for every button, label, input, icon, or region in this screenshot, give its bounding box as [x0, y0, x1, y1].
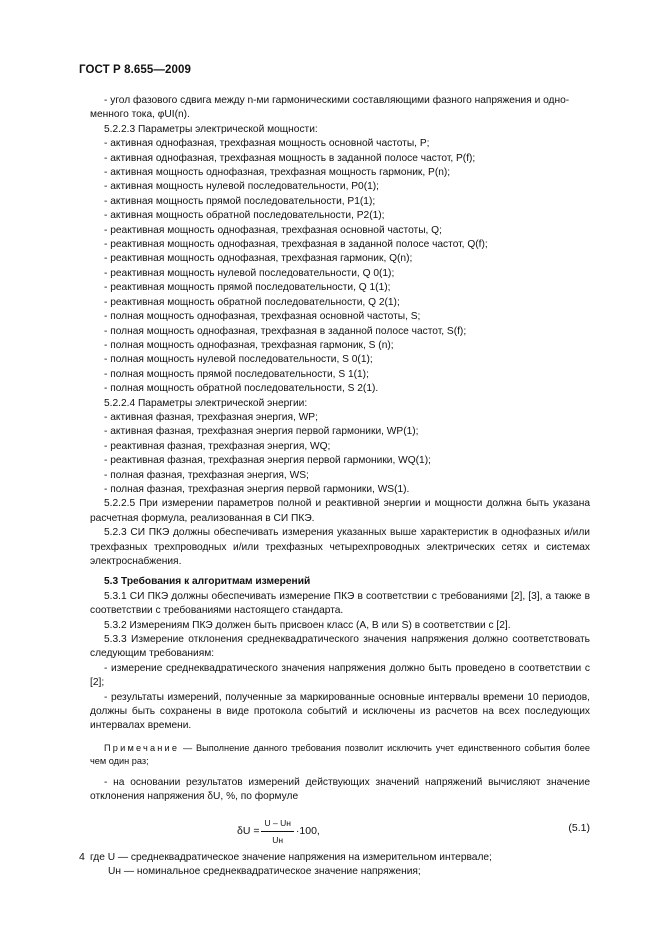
list-item: - активная мощность нулевой последовательности, P0(1); — [104, 181, 379, 193]
paragraph: 5.3.3 Измерение отклонения среднеквадратического значения напряжения должно соответствовать следующим требованиям: — [90, 634, 590, 660]
list-item: - активная мощность прямой последовательности, P1(1); — [104, 195, 376, 207]
list-item: - реактивная фазная, трехфазная энергия первой гармоники, WQ(1); — [104, 455, 431, 467]
list-item: - активная однофазная, трехфазная мощность основной частоты, P; — [104, 138, 430, 150]
document-header: ГОСТ Р 8.655—2009 — [79, 64, 191, 76]
list-item: - реактивная мощность нулевой последовательности, Q 0(1); — [104, 267, 395, 279]
paragraph: 5.3.1 СИ ПКЭ должны обеспечивать измерение ПКЭ в соответствии с требованиями [2], [3], а также в соответствии с требованиями настоящего стандарта. — [90, 590, 590, 617]
list-item: - реактивная мощность обратной последовательности, Q 2(1); — [104, 296, 400, 308]
paragraph: 5.3.2 Измерениям ПКЭ должен быть присвоен класс (А, В или S) в соответствии с [2]. — [104, 619, 511, 631]
list-item: - полная мощность однофазная, трехфазная основной частоты, S; — [104, 311, 421, 323]
formula-fraction — [261, 816, 293, 848]
list-item: - полная мощность прямой последовательности, S 1(1); — [104, 368, 369, 380]
subsection-heading: 5.2.2.3 Параметры электрической мощности: — [104, 123, 318, 135]
list-item: - полная мощность однофазная, трехфазная гармоник, S (n); — [104, 339, 394, 351]
list-item: - полная мощность однофазная, трехфазная в заданной полосе частот, S(f); — [104, 325, 467, 337]
formula-denominator: Uн — [272, 835, 284, 846]
subsection-heading: 5.2.2.4 Параметры электрической энергии: — [104, 397, 308, 409]
text-line: - угол фазового сдвига между n-ми гармоническими составляющими фазного напряжения и одно- — [104, 95, 570, 106]
paragraph: - результаты измерений, полученные за маркированные основные интервалы времени 10 периодов, должны быть сохранены в виде протокола событий и исключены из расчетов на всех последующих интервалах времени. — [90, 691, 590, 732]
formula-expression — [237, 816, 320, 848]
list-item: - активная мощность однофазная, трехфазная мощность гармоник, P(n); — [104, 167, 451, 179]
paragraph: - на основании результатов измерений действующих значений напряжений вычисляют значение отклонения напряжения δU, %, по формуле — [90, 776, 590, 803]
list-item: - активная фазная, трехфазная энергия первой гармоники, WP(1); — [104, 426, 419, 438]
page-number: 4 — [79, 851, 85, 863]
section-heading: 5.3 Требования к алгоритмам измерений — [104, 576, 311, 588]
note — [90, 742, 590, 768]
where-line: где U — среднеквадратическое значение напряжения на измерительном интервале; — [90, 851, 492, 863]
list-item: - активная однофазная, трехфазная мощность в заданной полосе частот, P(f); — [104, 152, 476, 164]
note-text: — Выполнение данного требования позволит исключить учет единственного события более чем один раз; — [90, 742, 590, 766]
paragraph: 5.2.3 СИ ПКЭ должны обеспечивать измерения указанных выше характеристик в однофазных и/или трехфазных трехпроводных и/или трехфазных четырехпроводных электрических сетях и системах электроснабжения. — [90, 527, 590, 567]
list-item: - полная фазная, трехфазная энергия первой гармоники, WS(1). — [104, 483, 410, 495]
formula-rhs: ·100, — [295, 825, 320, 838]
formula — [90, 811, 590, 847]
paragraph: - измерение среднеквадратического значения напряжения должно быть проведено в соответствии с [2]; — [90, 662, 590, 689]
where-line: Uн — номинальное среднеквадратическое значение напряжения; — [108, 866, 421, 878]
list-item: - полная мощность обратной последовательности, S 2(1). — [104, 383, 379, 395]
text-line: менного тока, φUI(n). — [90, 109, 190, 121]
list-item: - реактивная мощность однофазная, трехфазная гармоник, Q(n); — [104, 253, 413, 265]
list-item: - реактивная мощность однофазная, трехфазная основной частоты, Q; — [104, 224, 442, 236]
paragraph: 5.2.2.5 При измерении параметров полной и реактивной энергии и мощности должна быть указана расчетная формула, реализованная в СИ ПКЭ. — [90, 498, 590, 524]
formula-lhs: δU = — [237, 825, 260, 838]
note-label: Примечание — [104, 742, 180, 753]
list-item: - активная мощность обратной последовательности, P2(1); — [104, 210, 385, 222]
formula-numerator: U – Uн — [261, 816, 293, 832]
page-body — [90, 94, 590, 880]
list-item: - полная мощность нулевой последовательности, S 0(1); — [104, 354, 373, 366]
list-item: - реактивная фазная, трехфазная энергия, WQ; — [104, 440, 331, 452]
list-item: - полная фазная, трехфазная энергия, WS; — [104, 469, 309, 481]
list-item: - реактивная мощность однофазная, трехфазная в заданной полосе частот, Q(f); — [104, 239, 488, 251]
list-item: - активная фазная, трехфазная энергия, WP; — [104, 411, 318, 423]
formula-number: (5.1) — [568, 821, 590, 834]
list-item: - реактивная мощность прямой последовательности, Q 1(1); — [104, 282, 391, 294]
